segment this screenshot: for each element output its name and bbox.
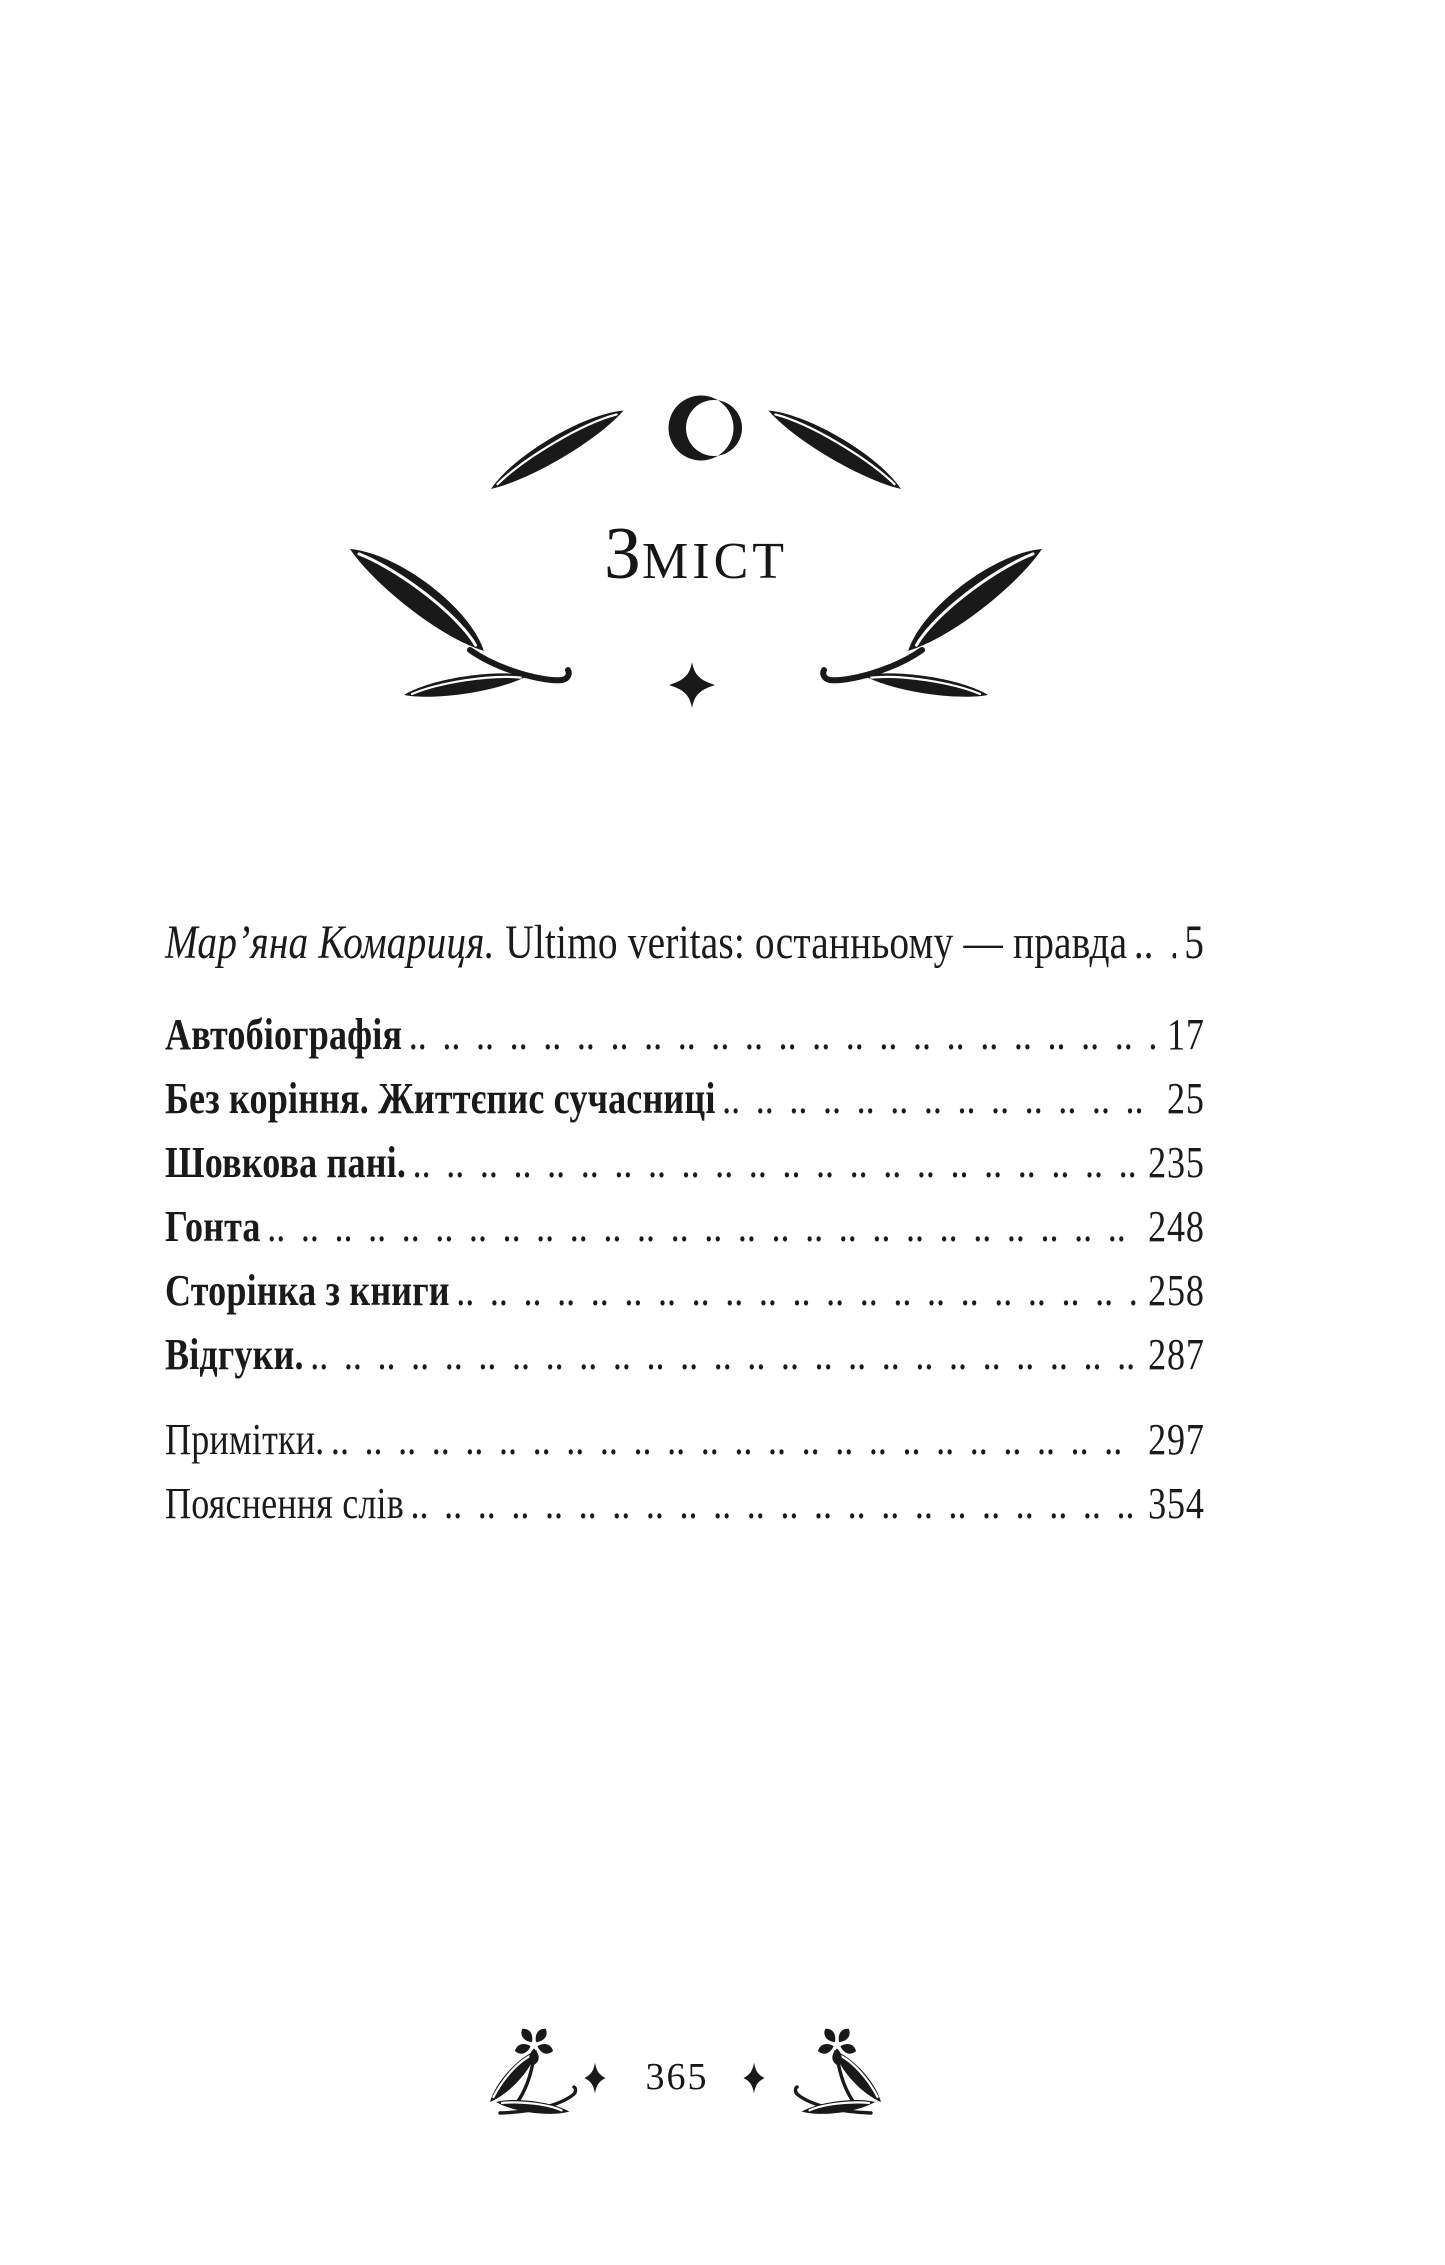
toc-entry-label: Шовкова пані. <box>165 1138 407 1187</box>
toc-entry <box>165 1472 1205 1536</box>
toc-page-number: 25 <box>1167 1074 1205 1123</box>
toc-back-matter-list <box>165 1408 1433 1536</box>
floral-sprig-left-icon <box>482 2018 582 2118</box>
toc-entry <box>165 1323 1205 1387</box>
sparkle-star-right-icon <box>743 2062 765 2099</box>
toc-entry <box>165 1003 1205 1067</box>
dot-leader <box>411 1472 1140 1536</box>
dot-leader <box>722 1067 1159 1131</box>
table-of-contents <box>165 918 1433 1536</box>
toc-entry-text <box>165 918 1127 968</box>
toc-entry-label: Пояснення слів <box>165 1479 404 1528</box>
toc-entry-label: Відгуки. <box>165 1330 304 1379</box>
toc-entry-title: Ultimo veritas: останньому — правда <box>505 916 1128 969</box>
toc-entry-author: Мар’яна Комариця. <box>165 916 495 969</box>
page-title-initial: З <box>603 513 643 595</box>
toc-entry <box>165 1259 1205 1323</box>
toc-entry-label: Без коріння. Життєпис сучасниці <box>165 1074 716 1123</box>
toc-entry-label: Сторінка з книги <box>165 1266 450 1315</box>
toc-entry <box>165 1131 1205 1195</box>
crescent-moon-icon <box>669 396 743 461</box>
dot-leader <box>310 1323 1140 1387</box>
toc-entry-label: Примітки. <box>165 1415 325 1464</box>
toc-page-number: 287 <box>1148 1330 1205 1379</box>
toc-page-number: 354 <box>1148 1479 1205 1528</box>
sparkle-star-icon <box>669 662 715 708</box>
folio-page-number: 365 <box>645 2056 709 2098</box>
toc-page-number: 297 <box>1148 1415 1205 1464</box>
toc-entry-label: Гонта <box>165 1202 261 1251</box>
floral-sprig-right-icon <box>789 2018 889 2118</box>
sparkle-star-left-icon <box>584 2062 606 2099</box>
toc-page-number: 258 <box>1148 1266 1205 1315</box>
dot-leader <box>331 1408 1140 1472</box>
page-footer <box>165 2018 1205 2118</box>
page-title-rest: міст <box>642 513 789 595</box>
dot-leader <box>413 1131 1140 1195</box>
toc-page-number: 235 <box>1148 1138 1205 1187</box>
toc-page-number: 17 <box>1167 1010 1205 1059</box>
toc-entry <box>165 1408 1205 1472</box>
dot-leader <box>1134 918 1176 968</box>
toc-entry-label: Автобіографія <box>165 1010 403 1059</box>
dot-leader <box>267 1195 1140 1259</box>
toc-chapter-list <box>165 1003 1433 1387</box>
dot-leader <box>456 1259 1140 1323</box>
toc-entry <box>165 1195 1205 1259</box>
toc-page-number: 248 <box>1148 1202 1205 1251</box>
toc-page-number: 5 <box>1184 916 1205 969</box>
header-ornament <box>340 395 1052 710</box>
toc-entry-lead <box>165 918 1205 968</box>
page-title <box>340 513 1052 595</box>
dot-leader <box>409 1003 1159 1067</box>
toc-entry <box>165 1067 1205 1131</box>
